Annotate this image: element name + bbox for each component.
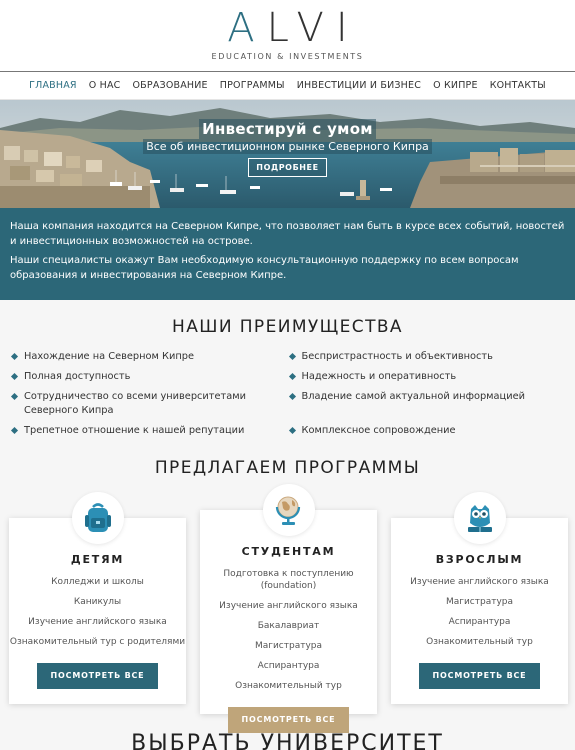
- intro-paragraph-2: Наши специалисты окажут Вам необходимую консультационную поддержку по всем вопросам образования и инвестирования на Северном Кипре.: [10, 255, 519, 281]
- site-header: [0, 0, 575, 72]
- card-item[interactable]: Магистратура: [254, 641, 323, 651]
- advantage-item: [290, 370, 564, 384]
- advantage-text: Надежность и оперативность: [301, 371, 457, 382]
- logo-text: ALVI: [227, 5, 360, 51]
- advantage-item: [12, 370, 286, 384]
- intro-paragraph-1: Наша компания находится на Северном Кипре, что позволяет нам быть в курсе всех событий, новостей и инвестиционных возможностей на острове.: [10, 221, 565, 247]
- hero-title: [0, 120, 575, 138]
- advantages-title: НАШИ ПРЕИМУЩЕСТВА: [172, 317, 403, 337]
- hero-banner: [0, 100, 575, 208]
- card-item[interactable]: Изучение английского языка: [28, 617, 167, 627]
- hero-subtitle-text: Все об инвестиционном рынке Северного Кипра: [143, 139, 432, 154]
- advantage-text: Нахождение на Северном Кипре: [24, 351, 194, 362]
- main-nav: [0, 72, 575, 100]
- hero-more-button[interactable]: ПОДРОБНЕЕ: [248, 158, 327, 177]
- harbor-photo: [0, 100, 575, 208]
- diamond-bullet-icon: [11, 427, 18, 434]
- card-item[interactable]: Аспирантура: [257, 661, 320, 671]
- card-items: [9, 576, 186, 648]
- universities-title: ВЫБРАТЬ УНИВЕРСИТЕТ: [131, 731, 444, 750]
- view-all-button-children[interactable]: ПОСМОТРЕТЬ ВСЕ: [37, 663, 158, 689]
- diamond-bullet-icon: [288, 427, 295, 434]
- card-title: ВЗРОСЛЫМ: [435, 553, 524, 566]
- nav-item-home[interactable]: ГЛАВНАЯ: [29, 80, 77, 91]
- diamond-bullet-icon: [11, 373, 18, 380]
- advantage-text: Владение самой актуальной информацией: [301, 391, 525, 402]
- advantage-text: Комплексное сопровождение: [301, 425, 456, 436]
- advantages-right-column: [286, 350, 564, 444]
- view-all-button-adults[interactable]: ПОСМОТРЕТЬ ВСЕ: [419, 663, 540, 689]
- view-all-button-students[interactable]: ПОСМОТРЕТЬ ВСЕ: [228, 707, 349, 733]
- card-title: СТУДЕНТАМ: [241, 545, 336, 558]
- card-icon-circle: [454, 492, 506, 544]
- advantage-item: [12, 350, 286, 364]
- advantage-text: Беспристрастность и объективность: [301, 351, 493, 362]
- hero-subtitle: [0, 140, 575, 153]
- advantage-item: [290, 390, 564, 404]
- card-item[interactable]: Изучение английского языка: [219, 601, 358, 611]
- card-icon-circle: [263, 484, 315, 536]
- nav-item-about[interactable]: О НАС: [88, 80, 121, 91]
- diamond-bullet-icon: [11, 353, 18, 360]
- advantages-left-column: [12, 350, 286, 444]
- advantages-list: [0, 337, 575, 444]
- card-item[interactable]: Ознакомительный тур: [235, 681, 342, 691]
- program-card-children: [9, 518, 186, 704]
- diamond-bullet-icon: [288, 373, 295, 380]
- program-cards: [0, 486, 575, 726]
- card-item[interactable]: Бакалавриат: [257, 621, 320, 631]
- card-item[interactable]: Колледжи и школы: [51, 577, 144, 587]
- card-item[interactable]: Аспирантура: [448, 617, 511, 627]
- programs-title: ПРЕДЛАГАЕМ ПРОГРАММЫ: [154, 458, 421, 478]
- logo-tagline: EDUCATION & INVESTMENTS: [211, 52, 364, 61]
- card-items: [200, 568, 377, 692]
- advantage-text: Сотрудничество со всеми университетами Северного Кипра: [24, 391, 246, 416]
- globe-icon: [271, 492, 307, 528]
- hero-title-text: Инвестируй с умом: [199, 119, 376, 139]
- card-item[interactable]: Подготовка к поступлению (foundation): [223, 569, 354, 591]
- card-item[interactable]: Изучение английского языка: [410, 577, 549, 587]
- nav-item-cyprus[interactable]: О КИПРЕ: [433, 80, 478, 91]
- advantage-item: [12, 424, 286, 438]
- nav-item-programs[interactable]: ПРОГРАММЫ: [219, 80, 285, 91]
- backpack-icon: [81, 501, 115, 535]
- advantage-text: Трепетное отношение к нашей репутации: [24, 425, 245, 436]
- advantage-item: [12, 390, 286, 418]
- card-title: ДЕТЯМ: [70, 553, 125, 566]
- diamond-bullet-icon: [288, 353, 295, 360]
- diamond-bullet-icon: [288, 393, 295, 400]
- owl-icon: [463, 501, 497, 535]
- nav-item-education[interactable]: ОБРАЗОВАНИЕ: [132, 80, 208, 91]
- nav-item-contacts[interactable]: КОНТАКТЫ: [489, 80, 546, 91]
- advantage-text: Полная доступность: [24, 371, 131, 382]
- card-item[interactable]: Каникулы: [73, 597, 122, 607]
- nav-item-investments[interactable]: ИНВЕСТИЦИИ И БИЗНЕС: [296, 80, 422, 91]
- card-items: [391, 576, 568, 648]
- advantage-item: [290, 350, 564, 364]
- card-icon-circle: [72, 492, 124, 544]
- intro-section: [0, 208, 575, 300]
- program-card-students: [200, 510, 377, 724]
- advantage-item: [290, 424, 564, 438]
- program-card-adults: [391, 518, 568, 704]
- card-item[interactable]: Ознакомительный тур: [426, 637, 533, 647]
- card-item[interactable]: Ознакомительный тур с родителями: [9, 637, 186, 647]
- card-item[interactable]: Магистратура: [445, 597, 514, 607]
- logo[interactable]: [0, 6, 575, 61]
- diamond-bullet-icon: [11, 393, 18, 400]
